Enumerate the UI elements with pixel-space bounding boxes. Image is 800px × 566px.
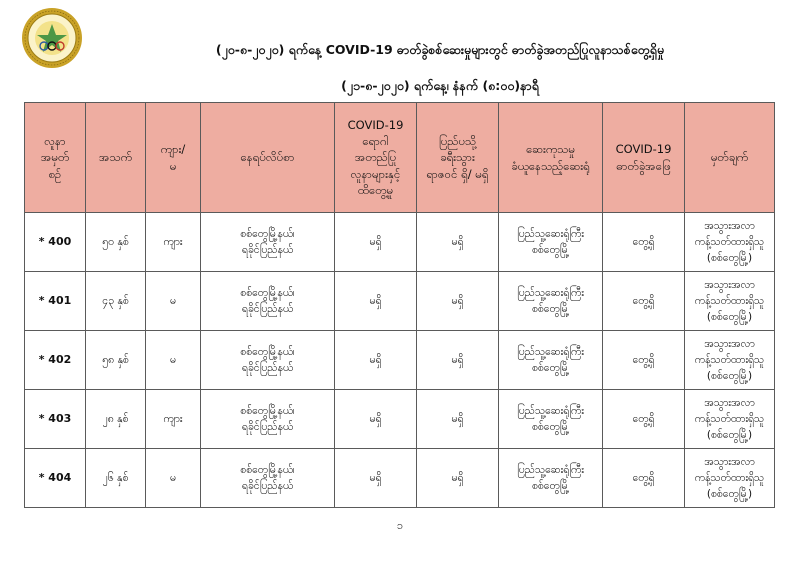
- cell-address: စစ်တွေမြို့နယ်၊ ရခိုင်ပြည်နယ်: [201, 213, 335, 272]
- cell-travel: မရှိ: [417, 449, 499, 508]
- cell-sex: မ: [146, 449, 201, 508]
- col-header-travel: ပြည်ပသို့ ခရီးသွား ရာဇဝင် ရှိ/ မရှိ: [417, 103, 499, 213]
- cell-remark: အသွားအလာ ကန့်သတ်ထားရှိသူ (စစ်တွေမြို့): [685, 449, 775, 508]
- cell-sex: မ: [146, 272, 201, 331]
- table-row: [25, 213, 775, 272]
- cell-age: ၄၃ နှစ်: [86, 272, 146, 331]
- cases-table: [24, 102, 775, 508]
- col-header-age: အသက်: [86, 103, 146, 213]
- report-date: (၂၁-၈-၂၀၂၀) ရက်နေ့၊ နံနက် (၈:၀၀)နာရီ: [341, 78, 539, 93]
- cell-result: တွေ့ရှိ: [603, 390, 685, 449]
- col-header-result: COVID-19 ဓာတ်ခွဲအဖြေ: [603, 103, 685, 213]
- table-row: [25, 390, 775, 449]
- col-header-sex: ကျား/ မ: [146, 103, 201, 213]
- cell-hospital: ပြည်သူ့ဆေးရုံကြီး စစ်တွေမြို့: [499, 390, 603, 449]
- cell-remark: အသွားအလာ ကန့်သတ်ထားရှိသူ (စစ်တွေမြို့): [685, 390, 775, 449]
- cell-case-no: * 404: [25, 449, 86, 508]
- cell-travel: မရှိ: [417, 390, 499, 449]
- table-row: [25, 272, 775, 331]
- col-header-address: နေရပ်လိပ်စာ: [201, 103, 335, 213]
- page-number: ၁: [396, 519, 404, 532]
- cell-case-no: * 400: [25, 213, 86, 272]
- cell-sex: မ: [146, 331, 201, 390]
- table-header-row: [25, 103, 775, 213]
- col-header-case-no: လူနာ အမှတ် စဉ်: [25, 103, 86, 213]
- col-header-remark: မှတ်ချက်: [685, 103, 775, 213]
- cell-contact: မရှိ: [335, 449, 417, 508]
- col-header-contact: COVID-19 ရောဂါ အတည်ပြု လူနာများနှင့် ထိတွေ့မှု: [335, 103, 417, 213]
- cell-hospital: ပြည်သူ့ဆေးရုံကြီး စစ်တွေမြို့: [499, 213, 603, 272]
- cell-address: စစ်တွေမြို့နယ်၊ ရခိုင်ပြည်နယ်: [201, 449, 335, 508]
- cell-remark: အသွားအလာ ကန့်သတ်ထားရှိသူ (စစ်တွေမြို့): [685, 272, 775, 331]
- cell-address: စစ်တွေမြို့နယ်၊ ရခိုင်ပြည်နယ်: [201, 272, 335, 331]
- cell-result: တွေ့ရှိ: [603, 213, 685, 272]
- cell-contact: မရှိ: [335, 213, 417, 272]
- cell-case-no: * 401: [25, 272, 86, 331]
- cell-remark: အသွားအလာ ကန့်သတ်ထားရှိသူ (စစ်တွေမြို့): [685, 213, 775, 272]
- cell-contact: မရှိ: [335, 331, 417, 390]
- cell-travel: မရှိ: [417, 213, 499, 272]
- table-row: [25, 449, 775, 508]
- report-title: (၂၀-၈-၂၀၂၀) ရက်နေ့ COVID-19 ဓာတ်ခွဲစစ်ဆေးမှုများတွင် ဓာတ်ခွဲအတည်ပြုလူနာသစ်တွေ့ရှိမှု: [215, 42, 665, 57]
- table-row: [25, 331, 775, 390]
- cell-case-no: * 403: [25, 390, 86, 449]
- cell-result: တွေ့ရှိ: [603, 272, 685, 331]
- cell-sex: ကျား: [146, 213, 201, 272]
- cell-hospital: ပြည်သူ့ဆေးရုံကြီး စစ်တွေမြို့: [499, 449, 603, 508]
- cell-age: ၂၆ နှစ်: [86, 449, 146, 508]
- cell-age: ၅၀ နှစ်: [86, 213, 146, 272]
- cell-contact: မရှိ: [335, 272, 417, 331]
- cell-travel: မရှိ: [417, 331, 499, 390]
- cell-address: စစ်တွေမြို့နယ်၊ ရခိုင်ပြည်နယ်: [201, 331, 335, 390]
- cell-remark: အသွားအလာ ကန့်သတ်ထားရှိသူ (စစ်တွေမြို့): [685, 331, 775, 390]
- cell-age: ၅၈ နှစ်: [86, 331, 146, 390]
- cell-case-no: * 402: [25, 331, 86, 390]
- col-header-hospital: ဆေးကုသမှု ခံယူနေသည့်ဆေးရုံ: [499, 103, 603, 213]
- cell-hospital: ပြည်သူ့ဆေးရုံကြီး စစ်တွေမြို့: [499, 272, 603, 331]
- cell-contact: မရှိ: [335, 390, 417, 449]
- ministry-logo: [20, 6, 84, 70]
- cell-age: ၂၈ နှစ်: [86, 390, 146, 449]
- cell-travel: မရှိ: [417, 272, 499, 331]
- cell-address: စစ်တွေမြို့နယ်၊ ရခိုင်ပြည်နယ်: [201, 390, 335, 449]
- cell-sex: ကျား: [146, 390, 201, 449]
- cell-result: တွေ့ရှိ: [603, 449, 685, 508]
- cell-result: တွေ့ရှိ: [603, 331, 685, 390]
- cell-hospital: ပြည်သူ့ဆေးရုံကြီး စစ်တွေမြို့: [499, 331, 603, 390]
